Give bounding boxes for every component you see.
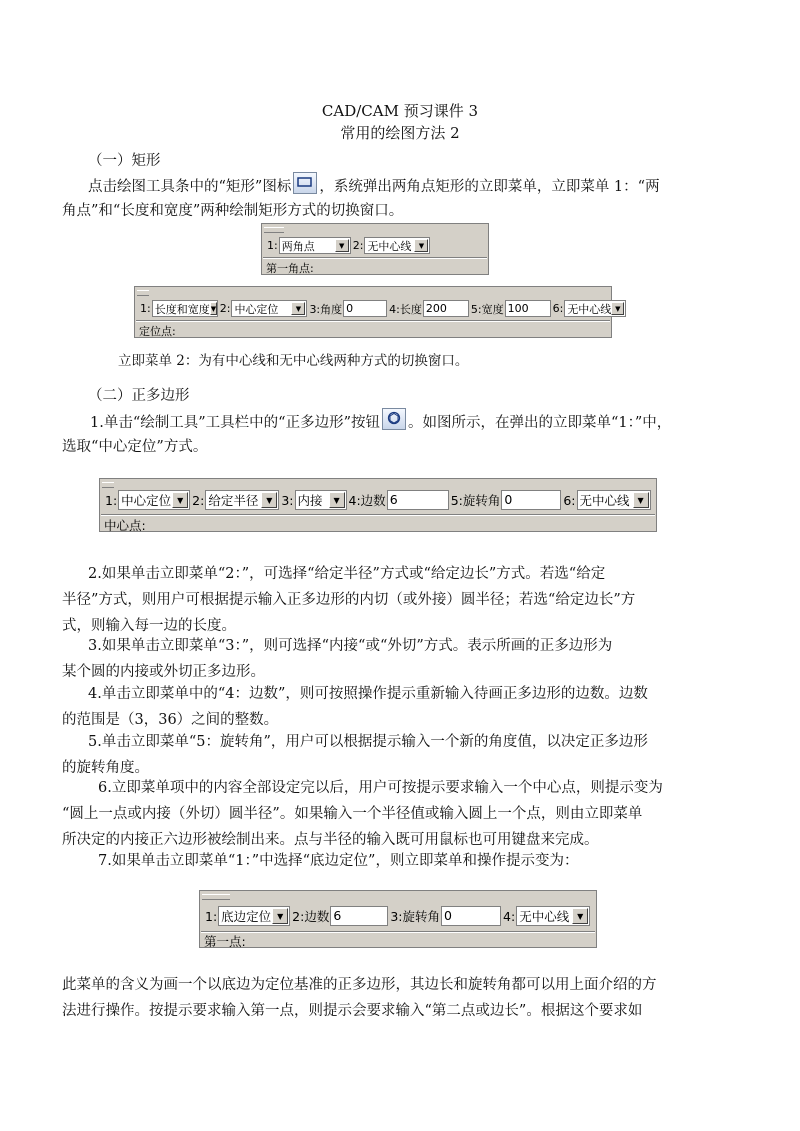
text-line: 3.如果单击立即菜单“3：”，则可选择“内接“或“外切”方式。表示所画的正多边形为	[88, 638, 613, 654]
section-heading-polygon: （二）正多边形	[88, 388, 190, 404]
position-dropdown[interactable]	[231, 300, 307, 317]
paragraph-polygon-intro	[90, 408, 740, 436]
rectangle-tool-icon	[293, 172, 317, 194]
toolbar-row	[103, 490, 651, 510]
menu-label-2: 2:	[352, 239, 364, 252]
dropdown-arrow-icon: ▼	[261, 492, 277, 508]
text-line: 此菜单的含义为画一个以底边为定位基准的正多边形，其边长和旋转角都可以用上面介绍的方	[62, 977, 657, 993]
toolbar-grip	[137, 290, 149, 296]
dropdown-value: 中心定位	[121, 493, 172, 508]
text-line: 5.单击立即菜单“5：旋转角”，用户可以根据提示输入一个新的角度值，以决定正多边形	[88, 734, 648, 750]
text-line: 式，则输入每一边的长度。	[62, 618, 236, 634]
prompt-text: 第一点:	[204, 934, 246, 949]
toolbar-row	[138, 300, 626, 317]
menu-label-4: 4:	[503, 908, 516, 924]
menu-label-2: 2:	[192, 492, 205, 508]
text-line: 半径”方式，则用户可根据提示输入正多边形的内切（或外接）圆半径；若选“给定边长”方	[62, 592, 636, 608]
dropdown-value: 中心定位	[234, 302, 279, 316]
paragraph-rectangle-intro	[88, 172, 728, 200]
width-input[interactable]: 100	[505, 300, 551, 317]
dropdown-value: 无中心线	[579, 493, 630, 508]
toolbar-row	[265, 237, 430, 254]
text-run: ，系统弹出两角点矩形的立即菜单，立即菜单 1：“两	[319, 179, 660, 195]
text-line: 4.单击立即菜单中的“4：边数”，则可按照操作提示重新输入待画正多边形的边数。边数	[88, 686, 648, 702]
radius-mode-dropdown[interactable]	[205, 490, 279, 510]
dropdown-arrow-icon: ▼	[329, 492, 345, 508]
prompt-text: 中心点:	[104, 518, 146, 533]
paragraph-base-menu	[62, 972, 657, 1024]
toolbar-rectangle-two-corners	[261, 223, 489, 275]
dropdown-arrow-icon: ▼	[172, 492, 188, 508]
text-line: “圆上一点或内接（外切）圆半径”。如果输入一个半径值或输入圆上一个点，则由立即菜单	[62, 806, 643, 822]
menu-label-3: 3:旋转角	[390, 909, 441, 924]
menu-label-4: 4:边数	[348, 493, 386, 508]
dropdown-arrow-icon: ▼	[291, 302, 305, 315]
text-line: 2.如果单击立即菜单“2：”，可选择“给定半径”方式或“给定边长”方式。若选“给定	[88, 566, 606, 582]
dropdown-arrow-icon: ▼	[611, 302, 624, 315]
polygon-tool-icon	[382, 408, 406, 430]
dropdown-value: 给定半径	[208, 493, 259, 508]
menu-label-2: 2:	[219, 302, 231, 315]
dropdown-arrow-icon: ▼	[335, 239, 349, 252]
sides-input[interactable]: 6	[387, 490, 449, 510]
text-line: 的旋转角度。	[62, 760, 149, 776]
menu-label-5: 5:旋转角	[450, 493, 501, 508]
menu-label-1: 1:	[105, 492, 118, 508]
menu-label-4: 4:长度	[389, 302, 422, 316]
menu-label-1: 1:	[267, 239, 278, 252]
centerline-dropdown[interactable]	[516, 906, 590, 926]
doc-subtitle: 常用的绘图方法 2	[340, 124, 460, 142]
paragraph-rectangle-intro-cont: 角点”和“长度和宽度”两种绘制矩形方式的切换窗口。	[62, 203, 404, 219]
menu-label-5: 5:宽度	[470, 302, 504, 316]
dropdown-value: 无中心线	[567, 302, 612, 316]
dropdown-arrow-icon: ▼	[210, 302, 217, 315]
dropdown-value: 无中心线	[367, 239, 412, 253]
paragraph-step-2	[62, 561, 635, 639]
paragraph-step-3	[62, 633, 612, 685]
text-run: 点击绘图工具条中的“矩形”图标	[88, 179, 292, 195]
mode-dropdown[interactable]	[152, 300, 218, 317]
text-run: 。如图所示，在弹出的立即菜单“1：”中，	[407, 415, 672, 431]
centerline-dropdown[interactable]	[577, 490, 651, 510]
toolbar-grip	[202, 894, 230, 900]
mode-dropdown[interactable]	[118, 490, 190, 510]
toolbar-grip	[102, 482, 114, 488]
paragraph-step-7: 7.如果单击立即菜单“1：”中选择“底边定位”，则立即菜单和操作提示变为：	[98, 853, 579, 869]
paragraph-step-5	[62, 729, 648, 781]
dropdown-arrow-icon: ▼	[633, 492, 649, 508]
rotation-input[interactable]: 0	[441, 906, 501, 926]
toolbar-polygon-center	[99, 478, 657, 532]
divider	[201, 931, 595, 933]
mode-dropdown[interactable]	[279, 237, 351, 254]
text-line: 的范围是（3，36）之间的整数。	[62, 712, 279, 728]
divider	[263, 257, 487, 259]
toolbar-rectangle-length-width	[134, 286, 621, 338]
menu-label-3: 3:角度	[309, 302, 343, 316]
menu-label-1: 1:	[140, 302, 151, 315]
menu-label-2: 2:边数	[292, 909, 330, 924]
dropdown-arrow-icon: ▼	[572, 908, 588, 924]
dropdown-arrow-icon: ▼	[414, 239, 428, 252]
inscribe-dropdown[interactable]	[295, 490, 347, 510]
dropdown-arrow-icon: ▼	[272, 908, 288, 924]
menu-label-6: 6:	[552, 302, 564, 315]
toolbar-row	[203, 906, 590, 926]
divider	[136, 320, 610, 322]
note-centerline: 立即菜单 2：为有中心线和无中心线两种方式的切换窗口。	[118, 353, 469, 369]
text-line: 法进行操作。按提示要求输入第一点，则提示会要求输入“第二点或边长”。根据这个要求如	[62, 1003, 643, 1019]
sides-input[interactable]: 6	[330, 906, 388, 926]
toolbar-grip	[264, 227, 284, 233]
doc-title: CAD/CAM 预习课件 3	[321, 102, 479, 120]
text-line: 某个圆的内接或外切正多边形。	[62, 664, 265, 680]
text-line: 所决定的内接正六边形被绘制出来。点与半径的输入既可用鼠标也可用键盘来完成。	[62, 832, 599, 848]
prompt-text: 第一角点:	[266, 262, 314, 275]
dropdown-value: 无中心线	[519, 909, 570, 924]
centerline-dropdown[interactable]	[564, 300, 626, 317]
paragraph-step-6	[62, 775, 663, 853]
dropdown-value: 两角点	[281, 239, 315, 253]
menu-label-1: 1:	[205, 908, 218, 924]
dropdown-value: 底边定位	[221, 909, 272, 924]
dropdown-value: 内接	[297, 493, 323, 508]
text-line: 6.立即菜单项中的内容全部设定完以后，用户可按提示要求输入一个中心点，则提示变为	[98, 780, 663, 796]
menu-label-6: 6:	[563, 492, 576, 508]
toolbar-polygon-base	[199, 890, 597, 948]
paragraph-step-4	[62, 681, 648, 733]
rotation-input[interactable]: 0	[501, 490, 561, 510]
mode-dropdown[interactable]	[218, 906, 290, 926]
length-input[interactable]: 200	[423, 300, 469, 317]
angle-input[interactable]: 0	[343, 300, 387, 317]
text-run: 1.单击“绘制工具”工具栏中的“正多边形”按钮	[90, 415, 380, 431]
prompt-text: 定位点:	[139, 325, 176, 338]
divider	[101, 514, 655, 516]
menu-label-3: 3:	[281, 492, 294, 508]
section-heading-rectangle: （一）矩形	[88, 153, 161, 169]
paragraph-polygon-intro-cont: 选取“中心定位”方式。	[62, 439, 208, 455]
dropdown-value: 长度和宽度	[154, 302, 210, 316]
centerline-dropdown[interactable]	[364, 237, 430, 254]
